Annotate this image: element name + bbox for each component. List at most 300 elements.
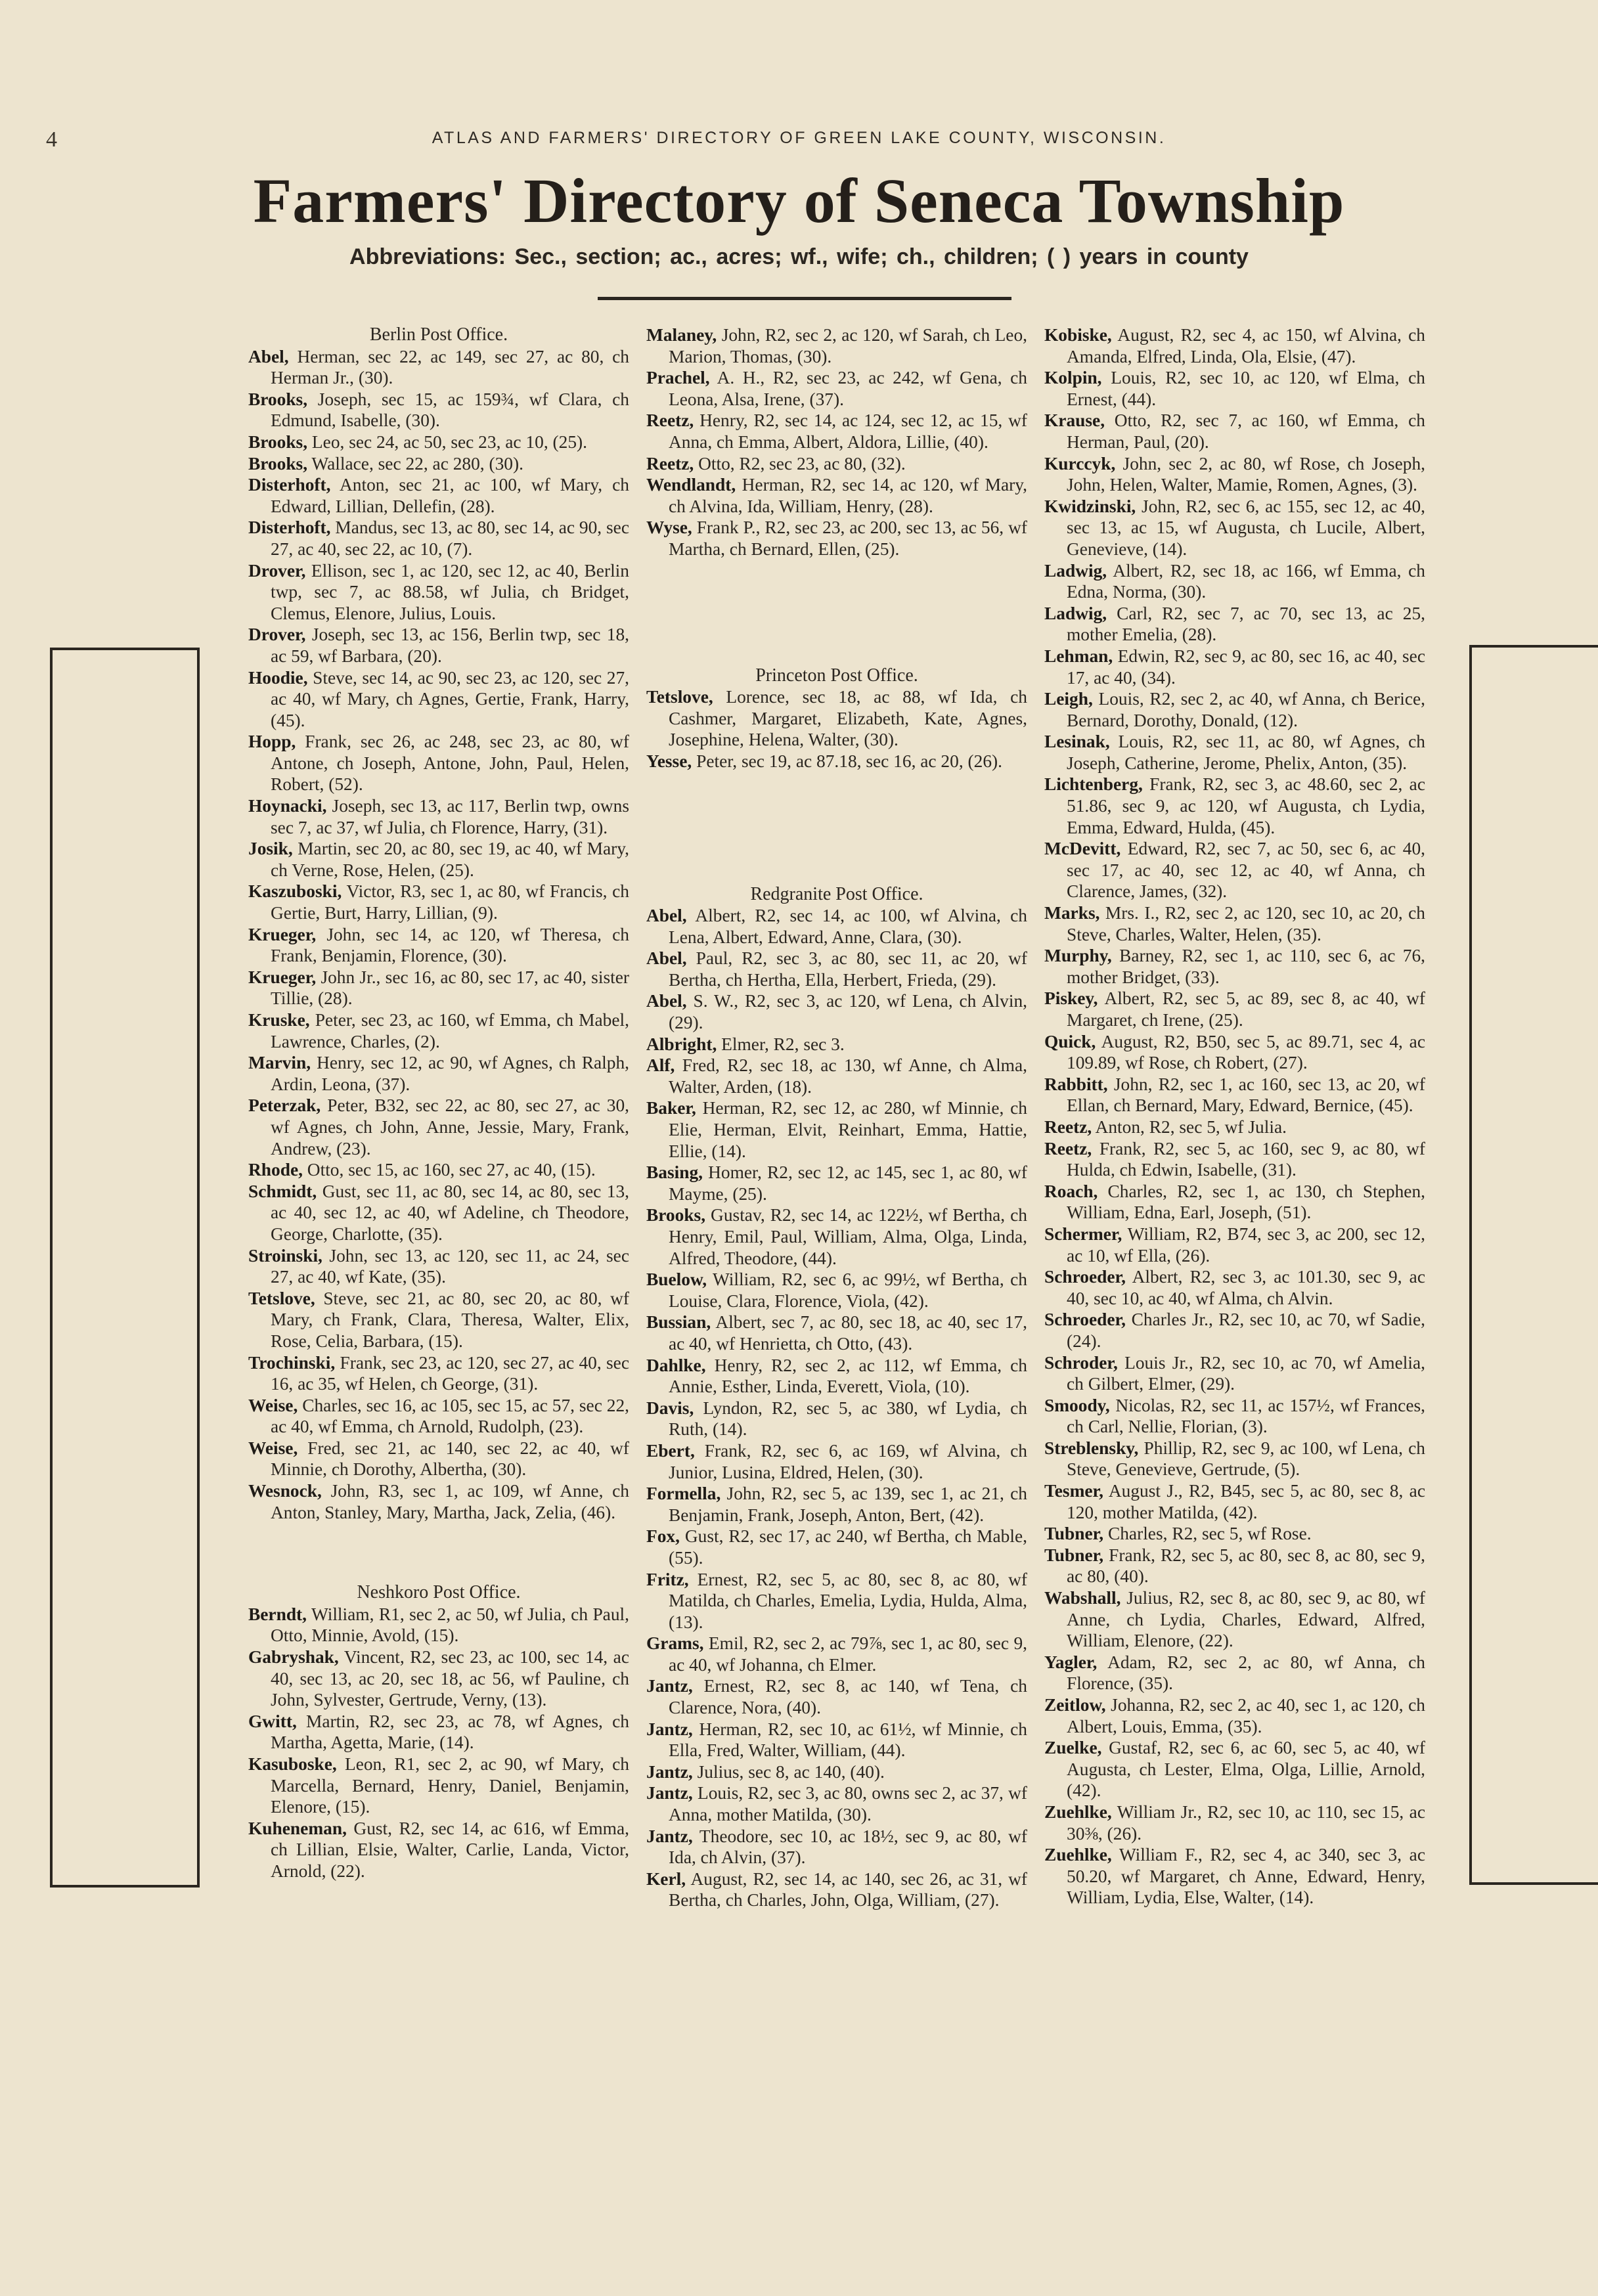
entry-details: Otto, R2, sec 7, ac 160, wf Emma, ch Herman, Paul, (20). (1067, 410, 1425, 452)
directory-entry (1044, 453, 1425, 496)
directory-entry (646, 1055, 1027, 1097)
farmer-surname: Alf, (646, 1055, 675, 1076)
entry-details: Henry, R2, sec 14, ac 124, sec 12, ac 15, wf Anna, ch Emma, Albert, Aldora, Lillie, (40). (669, 410, 1027, 452)
entry-details: John, R3, sec 1, ac 109, wf Anne, ch Anton, Stanley, Mary, Martha, Jack, Zelia, (46). (271, 1481, 629, 1522)
directory-entry (248, 1009, 629, 1052)
entry-details: Ellison, sec 1, ac 120, sec 12, ac 40, Berlin twp, sec 7, ac 88.58, wf Julia, ch Bridget, Clemus, Elenore, Julius, Louis. (271, 560, 629, 623)
entry-details: August, R2, sec 4, ac 150, wf Alvina, ch Amanda, Elfred, Linda, Ola, Elsie, (47). (1067, 325, 1425, 366)
farmer-surname: Josik, (248, 839, 293, 859)
farmer-surname: Ebert, (646, 1440, 695, 1461)
entry-details: Frank, sec 26, ac 248, sec 23, ac 80, wf Antone, ch Joseph, Antone, John, Paul, Helen, Robert, (52). (271, 732, 629, 795)
farmer-surname: Abel, (646, 948, 687, 969)
farmer-surname: Zeitlow, (1044, 1695, 1106, 1715)
directory-entry (646, 905, 1027, 948)
farmer-surname: Fox, (646, 1526, 680, 1547)
farmer-surname: Brooks, (248, 431, 308, 452)
directory-entry (646, 1761, 1027, 1783)
entry-details: Gust, sec 11, ac 80, sec 14, ac 80, sec 13, ac 40, sec 12, ac 40, wf Adeline, ch Theodore, George, Charlotte, (35). (271, 1181, 629, 1244)
entry-details: Julius, R2, sec 8, ac 80, sec 9, ac 80, wf Anne, ch Lydia, Charles, Edward, Alfred, William, Elenore, (22). (1067, 1588, 1425, 1651)
directory-entry (1044, 1031, 1425, 1074)
directory-entry (248, 431, 629, 453)
farmer-surname: Kwidzinski, (1044, 496, 1136, 516)
entry-details: Fred, sec 21, ac 140, sec 22, ac 40, wf Minnie, ch Dorothy, Albertha, (30). (271, 1438, 629, 1480)
farmer-surname: Marvin, (248, 1053, 311, 1073)
farmer-surname: Krause, (1044, 410, 1105, 431)
farmer-surname: Abel, (646, 906, 687, 926)
directory-entry (248, 1646, 629, 1711)
farmer-surname: Disterhoft, (248, 518, 331, 538)
directory-entry (1044, 1801, 1425, 1844)
directory-entry (1044, 1844, 1425, 1909)
farmer-surname: Schermer, (1044, 1224, 1122, 1244)
entry-details: Frank, R2, sec 3, ac 48.60, sec 2, ac 51.86, sec 9, ac 120, wf Augusta, ch Lydia, Emma, Edward, Hulda, (45). (1067, 774, 1425, 837)
directory-entry (1044, 1480, 1425, 1523)
entry-details: Lyndon, R2, sec 5, ac 380, wf Lydia, ch Ruth, (14). (669, 1398, 1027, 1440)
farmer-surname: Drover, (248, 625, 306, 645)
directory-column-3 (1044, 324, 1425, 1909)
directory-entry (1044, 1545, 1425, 1587)
entry-details: Vincent, R2, sec 23, ac 100, sec 14, ac 40, sec 13, ac 20, sec 18, ac 56, wf Pauline, ch John, Sylvester, Gertrude, Verny, (13). (271, 1647, 629, 1710)
directory-entry (248, 1352, 629, 1395)
directory-entry (646, 1526, 1027, 1568)
entry-details: Frank, R2, sec 5, ac 160, sec 9, ac 80, wf Hulda, ch Edwin, Isabelle, (31). (1067, 1138, 1425, 1180)
farmer-surname: Kuheneman, (248, 1818, 347, 1838)
post-office-heading: Neshkoro Post Office. (357, 1582, 521, 1603)
entry-details: Elmer, R2, sec 3. (717, 1034, 845, 1054)
farmer-surname: Tubner, (1044, 1524, 1104, 1544)
entry-details: Edwin, R2, sec 9, ac 80, sec 16, ac 40, sec 17, ac 40, (34). (1067, 646, 1425, 688)
directory-entry (1044, 1224, 1425, 1266)
farmer-surname: Rhode, (248, 1160, 303, 1180)
farmer-surname: Marks, (1044, 903, 1100, 923)
directory-entry (248, 1181, 629, 1245)
directory-entry (1044, 1266, 1425, 1309)
directory-entry (1044, 603, 1425, 646)
farmer-surname: Ladwig, (1044, 560, 1107, 581)
directory-entry (646, 1097, 1027, 1162)
entry-details: Wallace, sec 22, ac 280, (30). (307, 453, 523, 474)
farmer-surname: Hoodie, (248, 667, 308, 688)
entry-details: Gustaf, R2, sec 6, ac 60, sec 5, ac 40, wf Augusta, ch Lester, Elma, Olga, Lillie, Arnold, (42). (1067, 1738, 1425, 1801)
entry-details: Henry, sec 12, ac 90, wf Agnes, ch Ralph, Ardin, Leona, (37). (271, 1053, 629, 1094)
farmer-surname: Reetz, (1044, 1116, 1092, 1137)
farmer-surname: Streblensky, (1044, 1438, 1139, 1458)
directory-entry (248, 667, 629, 732)
directory-entry (1044, 1138, 1425, 1181)
directory-entry (1044, 1438, 1425, 1480)
directory-entry (248, 731, 629, 795)
entry-details: Joseph, sec 13, ac 156, Berlin twp, sec 18, ac 59, wf Barbara, (20). (271, 625, 629, 666)
post-office-heading: Berlin Post Office. (369, 324, 508, 345)
directory-entry (1044, 496, 1425, 560)
entry-details: John, sec 14, ac 120, wf Theresa, ch Frank, Benjamin, Florence, (30). (271, 924, 629, 966)
farmer-surname: Reetz, (646, 410, 694, 431)
directory-entry (646, 1398, 1027, 1440)
directory-entry (1044, 838, 1425, 902)
directory-entry (646, 686, 1027, 751)
directory-entry (646, 410, 1027, 453)
farmer-surname: Lichtenberg, (1044, 774, 1143, 795)
entry-details: Henry, R2, sec 2, ac 112, wf Emma, ch Annie, Esther, Linda, Everett, Viola, (10). (669, 1355, 1027, 1397)
left-margin-box (50, 648, 200, 1888)
directory-entry (646, 1312, 1027, 1354)
entry-details: Otto, sec 15, ac 160, sec 27, ac 40, (15). (302, 1160, 596, 1180)
entry-details: Mrs. I., R2, sec 2, ac 120, sec 10, ac 20, ch Steve, Charles, Walter, Helen, (35). (1067, 903, 1425, 944)
farmer-surname: Brooks, (248, 389, 308, 409)
directory-entry (646, 948, 1027, 990)
directory-entry (248, 1604, 629, 1646)
directory-entry (646, 324, 1027, 367)
entry-details: Frank P., R2, sec 23, ac 200, sec 13, ac 56, wf Martha, ch Bernard, Ellen, (25). (669, 518, 1027, 559)
entry-details: Mandus, sec 13, ac 80, sec 14, ac 90, sec 27, ac 40, sec 22, ac 10, (7). (271, 518, 629, 559)
entry-details: Louis Jr., R2, sec 10, ac 70, wf Amelia, ch Gilbert, Elmer, (29). (1067, 1352, 1425, 1394)
directory-entry (1044, 1352, 1425, 1395)
entry-details: Paul, R2, sec 3, ac 80, sec 11, ac 20, wf Bertha, ch Hertha, Ella, Herbert, Frieda, (29). (669, 948, 1027, 990)
farmer-surname: Jantz, (646, 1761, 693, 1782)
directory-entry (1044, 324, 1425, 367)
directory-entry (646, 1440, 1027, 1483)
farmer-surname: Hoynacki, (248, 796, 327, 816)
entry-details: Martin, R2, sec 23, ac 78, wf Agnes, ch Martha, Agetta, Marie, (14). (271, 1711, 629, 1753)
directory-entry (646, 751, 1027, 772)
farmer-surname: Kerl, (646, 1868, 686, 1889)
entry-details: Peter, sec 19, ac 87.18, sec 16, ac 20, (26). (692, 751, 1002, 771)
entry-details: Charles, R2, sec 5, wf Rose. (1103, 1524, 1312, 1544)
directory-entry (248, 346, 629, 389)
entry-details: Anton, sec 21, ac 100, wf Mary, ch Edward, Lillian, Dellefin, (28). (271, 475, 629, 516)
entry-details: Louis, R2, sec 3, ac 80, owns sec 2, ac 37, wf Anna, mother Matilda, (30). (669, 1783, 1027, 1825)
directory-entry (248, 1159, 629, 1181)
farmer-surname: Baker, (646, 1098, 696, 1118)
directory-entry (646, 1034, 1027, 1055)
directory-entry (646, 1868, 1027, 1911)
farmer-surname: Abel, (646, 991, 687, 1011)
entry-details: Frank, R2, sec 6, ac 169, wf Alvina, ch Junior, Lusina, Eldred, Helen, (30). (669, 1440, 1027, 1482)
post-office-section (646, 324, 1027, 560)
farmer-surname: Berndt, (248, 1604, 307, 1624)
entry-details: Gustav, R2, sec 14, ac 122½, wf Bertha, ch Henry, Emil, Paul, William, Alma, Olga, Linda, Alfred, Theodore, (44). (669, 1205, 1027, 1268)
farmer-surname: Yagler, (1044, 1652, 1098, 1672)
farmer-surname: Kruske, (248, 1010, 310, 1030)
farmer-surname: Leigh, (1044, 689, 1093, 709)
farmer-surname: Reetz, (646, 453, 694, 474)
entry-details: Leo, sec 24, ac 50, sec 23, ac 10, (25). (307, 431, 587, 452)
entry-details: Edward, R2, sec 7, ac 50, sec 6, ac 40, sec 17, ac 40, sec 12, ac 40, wf Anna, ch Clarence, James, (32). (1067, 839, 1425, 902)
post-office-section (646, 665, 1027, 772)
entry-details: Steve, sec 14, ac 90, sec 23, ac 120, sec 27, ac 40, wf Mary, ch Agnes, Gertie, Frank, Harry, (45). (271, 667, 629, 730)
farmer-surname: Malaney, (646, 325, 717, 345)
right-margin-box (1469, 645, 1598, 1885)
entry-details: Leon, R1, sec 2, ac 90, wf Mary, ch Marcella, Bernard, Henry, Daniel, Benjamin, Elenore, (15). (271, 1754, 629, 1817)
entry-details: Julius, sec 8, ac 140, (40). (692, 1761, 885, 1782)
entry-details: Herman, R2, sec 10, ac 61½, wf Minnie, ch Ella, Fred, Walter, William, (44). (669, 1719, 1027, 1761)
page-number: 4 (46, 127, 57, 152)
entry-details: Peter, sec 23, ac 160, wf Emma, ch Mabel, Lawrence, Charles, (2). (271, 1010, 629, 1051)
farmer-surname: Grams, (646, 1633, 704, 1654)
entry-details: John, sec 2, ac 80, wf Rose, ch Joseph, John, Helen, Walter, Mamie, Romen, Agnes, (3). (1067, 453, 1425, 495)
entry-details: Louis, R2, sec 11, ac 80, wf Agnes, ch Joseph, Catherine, Jerome, Phelix, Anton, (35). (1067, 732, 1425, 773)
farmer-surname: Zuehlke, (1044, 1845, 1112, 1865)
post-office-section (1044, 324, 1425, 1909)
directory-entry (1044, 1181, 1425, 1224)
directory-entry (248, 1095, 629, 1159)
entry-details: Carl, R2, sec 7, ac 70, sec 13, ac 25, mother Emelia, (28). (1067, 603, 1425, 645)
entry-details: Albert, R2, sec 14, ac 100, wf Alvina, ch Lena, Albert, Edward, Anne, Clara, (30). (669, 906, 1027, 947)
page-title: Farmers' Directory of Seneca Township (253, 166, 1345, 236)
directory-entry (248, 881, 629, 923)
entry-details: Frank, R2, sec 5, ac 80, sec 8, ac 80, sec 9, ac 80, (40). (1067, 1545, 1425, 1587)
entry-details: William F., R2, sec 4, ac 340, sec 3, ac 50.20, wf Margaret, ch Anne, Edward, Henry, William, Lydia, Else, Walter, (14). (1067, 1845, 1425, 1908)
directory-entry (1044, 1395, 1425, 1438)
post-office-section (248, 324, 629, 1523)
farmer-surname: McDevitt, (1044, 839, 1121, 859)
directory-entry (646, 1675, 1027, 1718)
entry-details: Frank, sec 23, ac 120, sec 27, ac 40, sec 16, ac 35, wf Helen, ch George, (31). (271, 1352, 629, 1394)
farmer-surname: Bussian, (646, 1312, 711, 1333)
directory-entry (646, 1204, 1027, 1269)
farmer-surname: Wesnock, (248, 1481, 322, 1501)
post-office-heading: Redgranite Post Office. (750, 883, 923, 904)
directory-entry (1044, 1309, 1425, 1352)
farmer-surname: Jantz, (646, 1676, 693, 1696)
directory-entry (1044, 1523, 1425, 1545)
farmer-surname: Quick, (1044, 1031, 1096, 1051)
farmer-surname: Hopp, (248, 732, 296, 752)
farmer-surname: Prachel, (646, 368, 710, 388)
farmer-surname: Krueger, (248, 967, 317, 987)
directory-column-2 (646, 324, 1027, 1911)
farmer-surname: Davis, (646, 1398, 694, 1418)
farmer-surname: Abel, (248, 346, 289, 366)
entry-details: Homer, R2, sec 12, ac 145, sec 1, ac 80, wf Mayme, (25). (669, 1162, 1027, 1204)
farmer-surname: Kasuboske, (248, 1754, 337, 1774)
entry-details: John, R2, sec 6, ac 155, sec 12, ac 40, sec 13, ac 15, wf Augusta, ch Lucile, Albert, Genevieve, (14). (1067, 496, 1425, 559)
directory-entry (248, 389, 629, 431)
directory-entry (248, 517, 629, 560)
entry-details: S. W., R2, sec 3, ac 120, wf Lena, ch Alvin, (29). (669, 991, 1027, 1033)
entry-details: Albert, sec 7, ac 80, sec 18, ac 40, sec 17, ac 40, wf Henrietta, ch Otto, (43). (669, 1312, 1027, 1354)
directory-entry (248, 795, 629, 838)
farmer-surname: Kaszuboski, (248, 881, 342, 902)
directory-entry (646, 1782, 1027, 1825)
directory-entry (1044, 560, 1425, 603)
farmer-surname: Murphy, (1044, 946, 1112, 966)
farmer-surname: Wendlandt, (646, 475, 736, 495)
farmer-surname: Weise, (248, 1395, 298, 1415)
entry-details: Joseph, sec 13, ac 117, Berlin twp, owns sec 7, ac 37, wf Julia, ch Florence, Harry, (31). (271, 796, 629, 837)
directory-entry (248, 474, 629, 517)
directory-entry (1044, 688, 1425, 731)
post-office-heading: Princeton Post Office. (755, 665, 918, 686)
directory-entry (248, 1245, 629, 1288)
entry-details: William, R2, B74, sec 3, ac 200, sec 12, ac 10, wf Ella, (26). (1067, 1224, 1425, 1266)
directory-entry (248, 560, 629, 625)
farmer-surname: Gwitt, (248, 1711, 297, 1731)
entry-details: Charles, sec 16, ac 105, sec 15, ac 57, sec 22, ac 40, wf Emma, ch Arnold, Rudolph, (23). (271, 1395, 629, 1437)
entry-details: Johanna, R2, sec 2, ac 40, sec 1, ac 120, ch Albert, Louis, Emma, (35). (1067, 1695, 1425, 1736)
entry-details: Louis, R2, sec 10, ac 120, wf Elma, ch Ernest, (44). (1067, 368, 1425, 409)
entry-details: Victor, R3, sec 1, ac 80, wf Francis, ch Gertie, Burt, Harry, Lillian, (9). (271, 881, 629, 923)
farmer-surname: Disterhoft, (248, 475, 331, 495)
entry-details: Herman, R2, sec 14, ac 120, wf Mary, ch Alvina, Ida, William, Henry, (28). (669, 475, 1027, 516)
directory-entry (1044, 1116, 1425, 1138)
farmer-surname: Buelow, (646, 1269, 707, 1290)
farmer-surname: Basing, (646, 1162, 703, 1183)
farmer-surname: Brooks, (248, 453, 308, 474)
farmer-surname: Lesinak, (1044, 732, 1110, 752)
entry-details: John Jr., sec 16, ac 80, sec 17, ac 40, sister Tillie, (28). (271, 967, 629, 1009)
farmer-surname: Jantz, (646, 1783, 693, 1803)
directory-entry (248, 1438, 629, 1480)
entry-details: Phillip, R2, sec 9, ac 100, wf Lena, ch Steve, Genevieve, Gertrude, (5). (1067, 1438, 1425, 1480)
farmer-surname: Ladwig, (1044, 603, 1107, 623)
directory-entry (248, 1288, 629, 1352)
farmer-surname: Gabryshak, (248, 1647, 339, 1667)
farmer-surname: Dahlke, (646, 1355, 706, 1375)
abbreviations-line: Abbreviations: Sec., section; ac., acres; wf., wife; ch., children; ( ) years in county (349, 244, 1249, 269)
farmer-surname: Schroeder, (1044, 1310, 1126, 1330)
directory-entry (646, 517, 1027, 560)
entry-details: Gust, R2, sec 17, ac 240, wf Bertha, ch Mable, (55). (669, 1526, 1027, 1568)
directory-entry (1044, 1694, 1425, 1737)
farmer-surname: Formella, (646, 1484, 721, 1504)
farmer-surname: Krueger, (248, 924, 317, 944)
directory-entry (248, 1754, 629, 1818)
directory-entry (1044, 988, 1425, 1030)
directory-entry (248, 838, 629, 881)
directory-entry (1044, 1652, 1425, 1694)
entry-details: Otto, R2, sec 23, ac 80, (32). (694, 453, 906, 474)
entry-details: Martin, sec 20, ac 80, sec 19, ac 40, wf Mary, ch Verne, Rose, Helen, (25). (271, 839, 629, 880)
farmer-surname: Brooks, (646, 1205, 706, 1225)
farmer-surname: Rabbitt, (1044, 1074, 1108, 1094)
entry-details: A. H., R2, sec 23, ac 242, wf Gena, ch Leona, Alsa, Irene, (37). (669, 368, 1027, 409)
farmer-surname: Schroder, (1044, 1352, 1118, 1373)
farmer-surname: Roach, (1044, 1181, 1098, 1201)
directory-entry (646, 1569, 1027, 1633)
directory-entry (1044, 367, 1425, 410)
entry-details: Ernest, R2, sec 8, ac 140, wf Tena, ch Clarence, Nora, (40). (669, 1676, 1027, 1718)
directory-entry (248, 967, 629, 1009)
entry-details: August J., R2, B45, sec 5, ac 80, sec 8, ac 120, mother Matilda, (42). (1067, 1481, 1425, 1522)
directory-entry (1044, 774, 1425, 838)
farmer-surname: Schmidt, (248, 1181, 317, 1201)
entry-details: Herman, sec 22, ac 149, sec 27, ac 80, ch Herman Jr., (30). (271, 346, 629, 388)
farmer-surname: Stroinski, (248, 1245, 322, 1266)
directory-entry (248, 624, 629, 667)
farmer-surname: Piskey, (1044, 988, 1098, 1009)
entry-details: Albert, R2, sec 18, ac 166, wf Emma, ch Edna, Norma, (30). (1067, 560, 1425, 602)
entry-details: Peter, B32, sec 22, ac 80, sec 27, ac 30, wf Agnes, ch John, Anne, Jessie, Mary, Frank, Andrew, (23). (271, 1095, 629, 1159)
entry-details: Theodore, sec 10, ac 18½, sec 9, ac 80, wf Ida, ch Alvin, (37). (669, 1826, 1027, 1868)
farmer-surname: Smoody, (1044, 1395, 1110, 1415)
directory-entry (646, 1826, 1027, 1868)
directory-entry (1044, 1737, 1425, 1801)
entry-details: John, sec 13, ac 120, sec 11, ac 24, sec 27, ac 40, wf Kate, (35). (271, 1245, 629, 1287)
farmer-surname: Wyse, (646, 518, 692, 538)
entry-details: Barney, R2, sec 1, ac 110, sec 6, ac 76, mother Bridget, (33). (1067, 946, 1425, 987)
farmer-surname: Lehman, (1044, 646, 1113, 666)
directory-entry (1044, 902, 1425, 945)
farmer-surname: Albright, (646, 1034, 717, 1054)
directory-column-1 (248, 324, 629, 1882)
entry-details: William Jr., R2, sec 10, ac 110, sec 15, ac 30⅜, (26). (1067, 1801, 1425, 1843)
entry-details: William, R1, sec 2, ac 50, wf Julia, ch Paul, Otto, Minnie, Avold, (15). (271, 1604, 629, 1646)
farmer-surname: Zuelke, (1044, 1738, 1102, 1758)
farmer-surname: Tetslove, (248, 1288, 315, 1308)
directory-entry (646, 453, 1027, 475)
farmer-surname: Trochinski, (248, 1352, 336, 1373)
farmer-surname: Schroeder, (1044, 1267, 1126, 1287)
entry-details: John, R2, sec 2, ac 120, wf Sarah, ch Leo, Marion, Thomas, (30). (669, 325, 1027, 366)
entry-details: Charles, R2, sec 1, ac 130, ch Stephen, William, Edna, Earl, Joseph, (51). (1067, 1181, 1425, 1223)
directory-entry (248, 1052, 629, 1095)
farmer-surname: Fritz, (646, 1569, 689, 1589)
directory-entry (646, 1269, 1027, 1312)
directory-entry (646, 1355, 1027, 1398)
farmer-surname: Drover, (248, 560, 306, 581)
post-office-section (248, 1582, 629, 1882)
entry-details: Gust, R2, sec 14, ac 616, wf Emma, ch Lillian, Elsie, Walter, Carlie, Landa, Victor, Arnold, (22). (271, 1818, 629, 1881)
farmer-surname: Tesmer, (1044, 1481, 1104, 1501)
directory-entry (248, 1818, 629, 1882)
farmer-surname: Yesse, (646, 751, 692, 771)
directory-entry (646, 474, 1027, 517)
entry-details: Louis, R2, sec 2, ac 40, wf Anna, ch Berice, Bernard, Dorothy, Donald, (12). (1067, 689, 1425, 730)
entry-details: Lorence, sec 18, ac 88, wf Ida, ch Cashmer, Margaret, Elizabeth, Kate, Agnes, Josephine, Helena, Walter, (30). (669, 687, 1027, 750)
entry-details: Joseph, sec 15, ac 159¾, wf Clara, ch Edmund, Isabelle, (30). (271, 389, 629, 431)
entry-details: Nicolas, R2, sec 11, ac 157½, wf Frances, ch Carl, Nellie, Florian, (3). (1067, 1395, 1425, 1437)
directory-entry (1044, 731, 1425, 774)
farmer-surname: Jantz, (646, 1719, 693, 1739)
directory-entry (1044, 1074, 1425, 1116)
entry-details: Emil, R2, sec 2, ac 79⅞, sec 1, ac 80, sec 9, ac 40, wf Johanna, ch Elmer. (669, 1633, 1027, 1675)
entry-details: Fred, R2, sec 18, ac 130, wf Anne, ch Alma, Walter, Arden, (18). (669, 1055, 1027, 1097)
post-office-section (646, 884, 1027, 1912)
entry-details: Ernest, R2, sec 5, ac 80, sec 8, ac 80, wf Matilda, ch Charles, Emelia, Lydia, Hulda, Alma, (13). (669, 1569, 1027, 1632)
directory-entry (1044, 410, 1425, 453)
directory-entry (646, 367, 1027, 410)
farmer-surname: Reetz, (1044, 1138, 1092, 1159)
entry-details: John, R2, sec 5, ac 139, sec 1, ac 21, ch Benjamin, Frank, Joseph, Anton, Bert, (42). (669, 1484, 1027, 1525)
farmer-surname: Kurccyk, (1044, 453, 1116, 474)
directory-entry (248, 1711, 629, 1754)
directory-entry (646, 1162, 1027, 1204)
farmer-surname: Jantz, (646, 1826, 693, 1846)
entry-details: Anton, R2, sec 5, wf Julia. (1092, 1116, 1287, 1137)
entry-details: August, R2, B50, sec 5, ac 89.71, sec 4, ac 109.89, wf Rose, ch Robert, (27). (1067, 1031, 1425, 1073)
entry-details: Albert, R2, sec 5, ac 89, sec 8, ac 40, wf Margaret, ch Irene, (25). (1067, 988, 1425, 1030)
farmer-surname: Tetslove, (646, 687, 713, 707)
farmer-surname: Kobiske, (1044, 325, 1112, 345)
farmer-surname: Tubner, (1044, 1545, 1104, 1565)
directory-entry (646, 1633, 1027, 1675)
farmer-surname: Zuehlke, (1044, 1801, 1112, 1822)
farmer-surname: Wabshall, (1044, 1588, 1121, 1608)
entry-details: Herman, R2, sec 12, ac 280, wf Minnie, ch Elie, Herman, Elvit, Reinhart, Emma, Hattie, Ellie, (14). (669, 1098, 1027, 1161)
directory-entry (248, 924, 629, 967)
entry-details: William, R2, sec 6, ac 99½, wf Bertha, ch Louise, Clara, Florence, Viola, (42). (669, 1269, 1027, 1311)
entry-details: Adam, R2, sec 2, ac 80, wf Anna, ch Florence, (35). (1067, 1652, 1425, 1694)
directory-entry (248, 453, 629, 475)
entry-details: John, R2, sec 1, ac 160, sec 13, ac 20, wf Ellan, ch Bernard, Mary, Edward, Bernice, (45). (1067, 1074, 1425, 1116)
farmer-surname: Peterzak, (248, 1095, 321, 1116)
directory-entry (646, 1719, 1027, 1761)
directory-entry (646, 990, 1027, 1033)
entry-details: Albert, R2, sec 3, ac 101.30, sec 9, ac 40, sec 10, ac 40, wf Alma, ch Alvin. (1067, 1267, 1425, 1308)
farmer-surname: Kolpin, (1044, 368, 1102, 388)
directory-entry (1044, 646, 1425, 688)
